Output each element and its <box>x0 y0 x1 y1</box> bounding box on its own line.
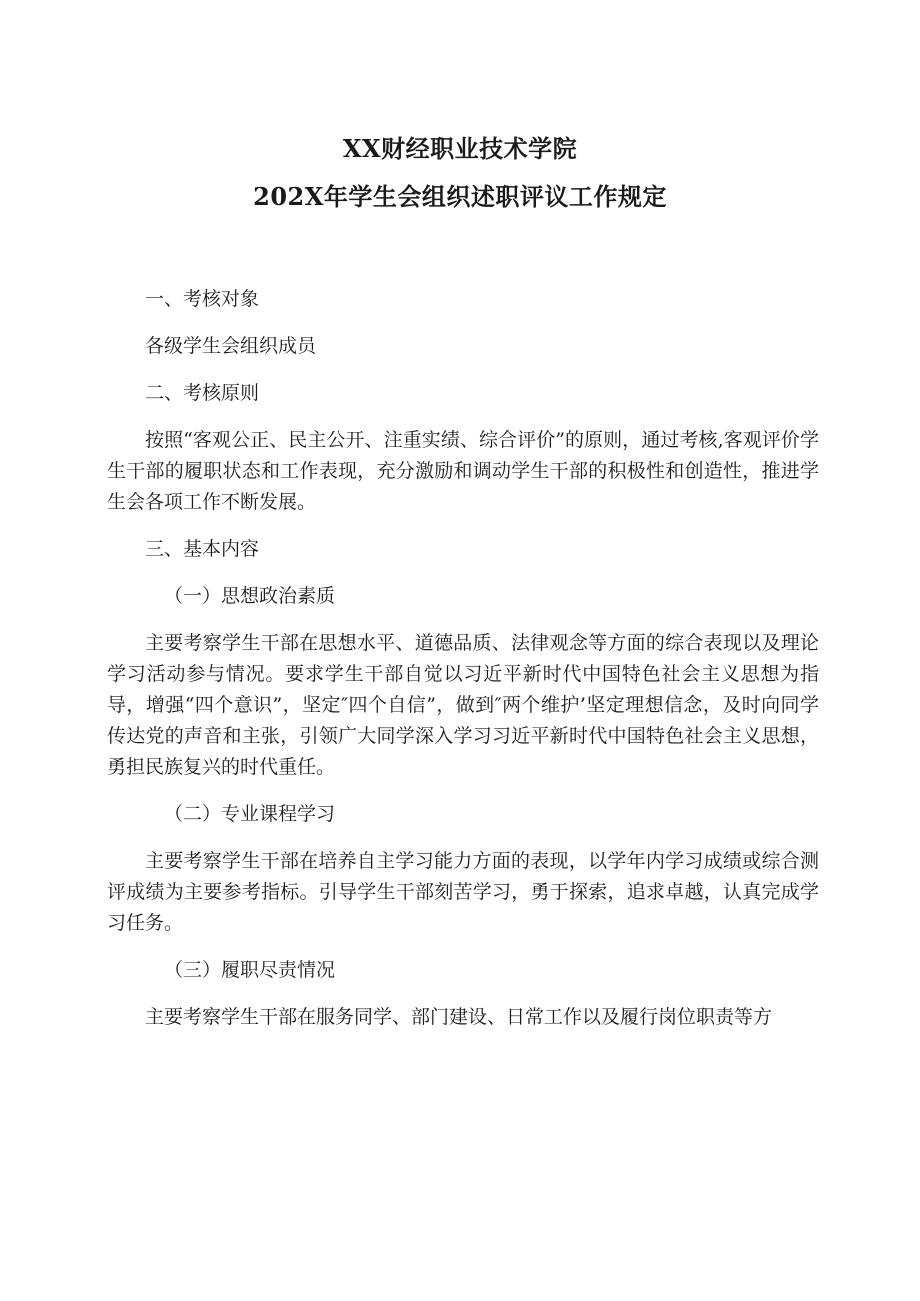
document-title-line-2: 202X年学生会组织述职评议工作规定 <box>253 182 667 211</box>
document-title-line-1: XX财经职业技术学院 <box>342 134 578 163</box>
section-heading-3: 三、基本内容 <box>145 538 260 560</box>
subsection-heading-1: （一）思想政治素质 <box>164 585 336 607</box>
paragraph: 按照“客观公正、民主公开、注重实绩、综合评价”的原则，通过考核,客观评价学生干部的履职状态和工作表现，充分激励和调动学生干部的积极性和创造性，推进学生会各项工作不断发展。 <box>107 429 819 513</box>
subsection-heading-3: （三）履职尽责情况 <box>164 959 336 981</box>
section-heading-2: 二、考核原则 <box>145 382 260 404</box>
document-body <box>107 276 819 1041</box>
subsection-heading-2: （二）专业课程学习 <box>164 803 336 825</box>
paragraph: 各级学生会组织成员 <box>145 335 317 357</box>
paragraph: 主要考察学生干部在思想水平、道德品质、法律观念等方面的综合表现以及理论学习活动参与情况。要求学生干部自觉以习近平新时代中国特色社会主义思想为指导，增强“四个意识”，坚定″四个自信”，做到″两个维护’坚定理想信念，及时向同学传达党的声音和主张，引领广大同学深入学习习近平新时代中国特色社会主义思想，勇担民族复兴的时代重任。 <box>107 632 819 778</box>
paragraph: 主要考察学生干部在服务同学、部门建设、日常工作以及履行岗位职责等方 <box>145 1006 773 1028</box>
section-heading-1: 一、考核对象 <box>145 288 260 310</box>
paragraph: 主要考察学生干部在培养自主学习能力方面的表现，以学年内学习成绩或综合测评成绩为主要参考指标。引导学生干部刻苦学习，勇于探索，追求卓越，认真完成学习任务。 <box>107 850 819 934</box>
